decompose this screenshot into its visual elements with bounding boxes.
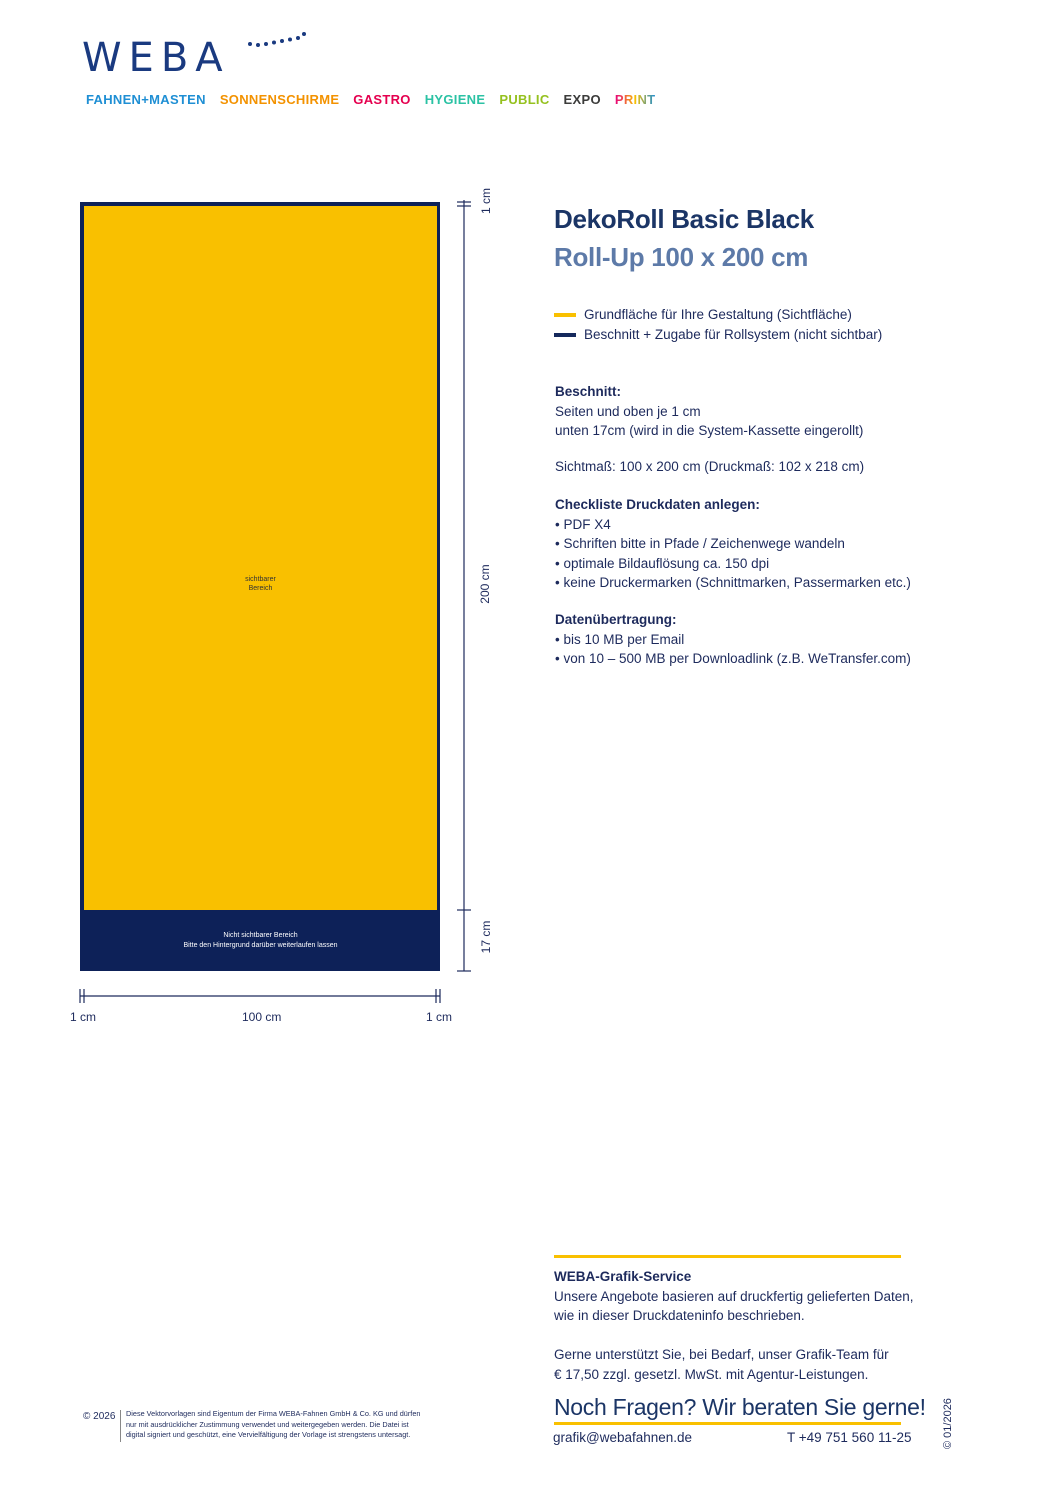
- product-title: DekoRoll Basic Black: [554, 204, 814, 234]
- weba-logo: WEBA: [82, 35, 230, 81]
- transfer-section: Datenübertragung: • bis 10 MB per Email • von 10 – 500 MB per Downloadlink (z.B. WeTransfer.com): [555, 612, 911, 666]
- category-fahnen-masten: FAHNEN+MASTEN: [86, 92, 206, 107]
- visible-area-label: sichtbarer Bereich: [245, 576, 276, 592]
- hidden-area-label: Nicht sichtbarer Bereich Bitte den Hintergrund darüber weiterlaufen lassen: [183, 932, 338, 949]
- copyright: © 2026: [83, 1411, 116, 1422]
- yellow-swatch-icon: [554, 313, 576, 317]
- category-gastro: GASTRO: [353, 92, 411, 107]
- category-print: PRINT: [614, 92, 656, 107]
- legend-item-visible: Grundfläche für Ihre Gestaltung (Sichtfläche): [554, 307, 852, 322]
- grafik-service: WEBA-Grafik-Service Unsere Angebote basieren auf druckfertig gelieferten Daten, wie in dieser Druckdateninfo beschrieben. Gerne unterstützt Sie, bei Bedarf, unser Grafik-Team für € 17,50 zzgl. gesetzl. MwSt. mit Agentur-Leistungen.: [554, 1269, 914, 1382]
- product-subtitle: Roll-Up 100 x 200 cm: [554, 242, 809, 272]
- dim-height: 200 cm: [478, 564, 492, 604]
- service-divider: [554, 1255, 901, 1258]
- contact-email[interactable]: grafik@webafahnen.de: [553, 1430, 693, 1445]
- measure-text: Sichtmaß: 100 x 200 cm (Druckmaß: 102 x 218 cm): [555, 459, 865, 474]
- legend-item-bleed: Beschnitt + Zugabe für Rollsystem (nicht sichtbar): [554, 327, 882, 342]
- question-underline: [554, 1422, 901, 1425]
- legal-notice: Diese Vektorvorlagen sind Eigentum der Firma WEBA-Fahnen GmbH & Co. KG und dürfen nur mit ausdrücklicher Zustimmung verwendet und weitergegeben werden. Die Datei ist digital signiert und geschützt, eine Vervielfältigung der Vorlage ist strengstens untersagt.: [126, 1409, 421, 1439]
- beschnitt-section: Beschnitt: Seiten und oben je 1 cm unten 17cm (wird in die System-Kassette eingerollt): [555, 384, 864, 438]
- dim-width: 100 cm: [242, 1010, 282, 1024]
- dim-bottom: 17 cm: [479, 920, 493, 954]
- navy-swatch-icon: [554, 333, 576, 337]
- contact-question: Noch Fragen? Wir beraten Sie gerne!: [554, 1394, 926, 1420]
- category-public: PUBLIC: [499, 92, 550, 107]
- contact-phone[interactable]: T +49 751 560 11-25: [787, 1430, 912, 1445]
- edition-note: © 01/2026: [942, 1398, 954, 1449]
- category-hygiene: HYGIENE: [424, 92, 486, 107]
- dim-top: 1 cm: [479, 188, 493, 215]
- checklist-section: Checkliste Druckdaten anlegen: • PDF X4 • Schriften bitte in Pfade / Zeichenwege wandeln • optimale Bildauflösung ca. 150 dpi • keine Druckermarken (Schnittmarken, Passermarken etc.): [555, 497, 911, 590]
- legal-divider: [120, 1410, 121, 1442]
- dim-right: 1 cm: [426, 1010, 453, 1024]
- dim-left: 1 cm: [70, 1010, 97, 1024]
- category-sonnenschirme: SONNENSCHIRME: [219, 92, 340, 107]
- category-expo: EXPO: [563, 92, 601, 107]
